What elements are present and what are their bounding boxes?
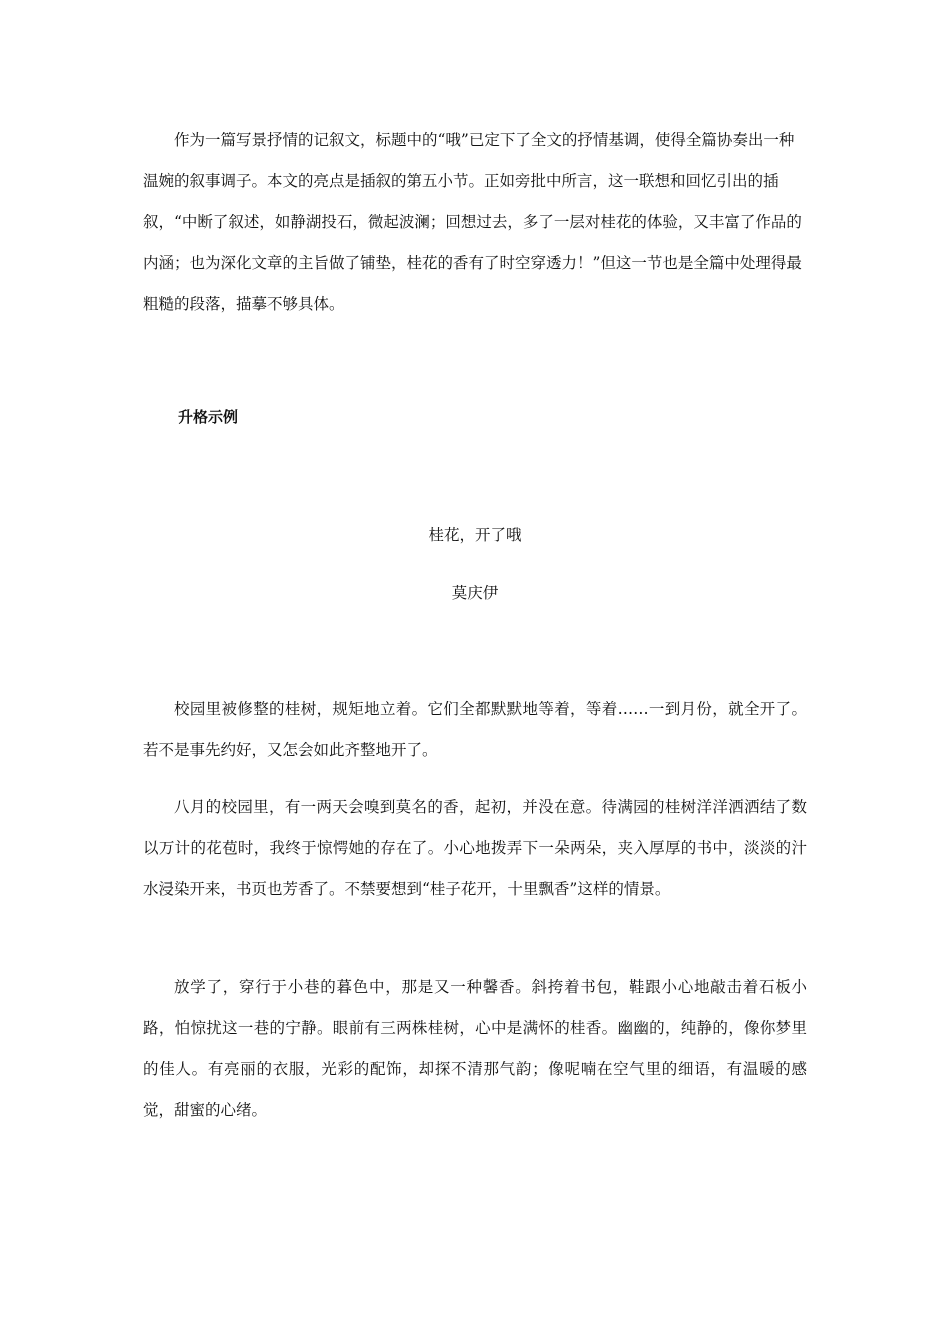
section-heading: 升格示例 <box>178 408 239 426</box>
essay-paragraph-2: 八月的校园里，有一两天会嗅到莫名的香，起初，并没在意。待满园的桂树洋洋洒洒结了数以万计的花苞时，我终于惊愕她的存在了。小心地拨弄下一朵两朵，夹入厚厚的书中，淡淡的汁水浸染开来，书页也芳香了。不禁要想到“桂子花开，十里飘香”这样的情景。 <box>143 798 807 898</box>
commentary-paragraph: 作为一篇写景抒情的记叙文，标题中的“哦”已定下了全文的抒情基调，使得全篇协奏出一种温婉的叙事调子。本文的亮点是插叙的第五小节。正如旁批中所言，这一联想和回忆引出的插叙，“中断了叙述，如静湖投石，微起波澜；回想过去，多了一层对桂花的体验，又丰富了作品的内涵；也为深化文章的主旨做了铺垫，桂花的香有了时空穿透力！”但这一节也是全篇中处理得最粗糙的段落，描摹不够具体。 <box>143 131 802 313</box>
essay-paragraph-3: 放学了，穿行于小巷的暮色中，那是又一种馨香。斜挎着书包，鞋跟小心地敲击着石板小路，怕惊扰这一巷的宁静。眼前有三两株桂树，心中是满怀的桂香。幽幽的，纯静的，像你梦里的佳人。有亮丽的衣服，光彩的配饰，却探不清那气韵；像呢喃在空气里的细语，有温暖的感觉，甜蜜的心绪。 <box>143 978 807 1119</box>
essay-author: 莫庆伊 <box>451 584 499 602</box>
essay-title: 桂花，开了哦 <box>428 526 522 544</box>
essay-paragraph-1: 校园里被修整的桂树，规矩地立着。它们全都默默地等着，等着……一到月份，就全开了。若不是事先约好，又怎会如此齐整地开了。 <box>143 700 807 759</box>
